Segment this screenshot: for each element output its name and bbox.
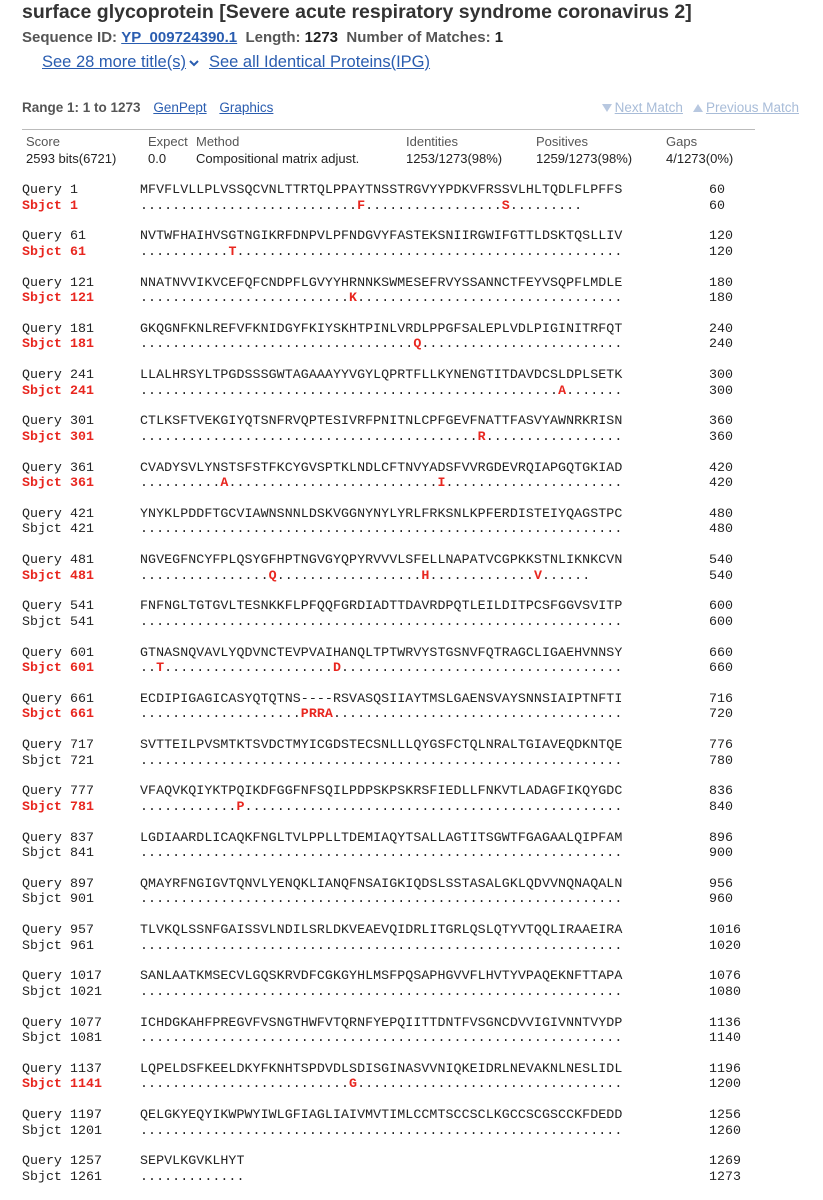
subject-label: Sbjct: [22, 428, 62, 444]
subject-sequence: ............................................................: [140, 891, 623, 907]
subject-row: [22, 1169, 741, 1185]
graphics-link[interactable]: Graphics: [219, 100, 274, 115]
query-start: 301: [70, 413, 94, 429]
alignment-block: [22, 598, 741, 644]
query-label: Query: [22, 1107, 62, 1122]
substitution-residue: F: [357, 197, 366, 213]
subject-sequence: ..........................................R.................: [140, 428, 623, 444]
subject-sequence: ............................................................: [140, 521, 623, 537]
subject-sequence: ............................................................: [140, 983, 623, 999]
subject-row: [22, 244, 741, 260]
substitution-residue: K: [349, 290, 358, 305]
genpept-link[interactable]: GenPept: [153, 100, 207, 115]
gaps-header: Gaps: [666, 134, 698, 149]
query-row: [22, 691, 741, 707]
subject-end: 300: [709, 382, 733, 398]
query-end: 120: [709, 228, 733, 244]
substitution-residue: PRRA: [300, 706, 333, 722]
query-start: 481: [70, 552, 94, 567]
method-header: Method: [196, 134, 240, 149]
subject-start: 1201: [70, 1122, 102, 1138]
query-row: [22, 876, 741, 892]
substitution-residue: R: [477, 428, 486, 444]
query-row: [22, 598, 741, 614]
alignment-block: [22, 737, 741, 783]
subject-sequence: ..........................G.................................: [140, 1076, 623, 1092]
subject-sequence: ............................................................: [140, 613, 623, 629]
alignment-block: [22, 783, 741, 829]
subject-sequence: ..........A..........................I......................: [140, 475, 623, 490]
subject-row: [22, 198, 741, 214]
subject-row: [22, 336, 741, 352]
subject-end: 780: [709, 752, 733, 768]
identities-header: Identities: [406, 134, 459, 149]
score-value: 2593 bits(6721): [26, 151, 117, 166]
query-start: 717: [70, 737, 94, 752]
alignment-block: [22, 321, 741, 367]
subject-start: 121: [70, 290, 94, 305]
query-label: Query: [22, 1060, 62, 1076]
query-start: 661: [70, 690, 94, 706]
query-row: [22, 1107, 741, 1123]
subject-end: 960: [709, 891, 733, 907]
query-row: [22, 1015, 741, 1031]
score-header: Score: [26, 134, 60, 149]
subject-label: Sbjct: [22, 983, 62, 999]
subject-end: 120: [709, 243, 733, 259]
subject-end: 180: [709, 290, 733, 305]
query-row: [22, 506, 741, 522]
query-end: 240: [709, 320, 733, 336]
query-end: 660: [709, 644, 733, 660]
query-end: 360: [709, 413, 733, 429]
query-end: 716: [709, 690, 733, 706]
query-label: Query: [22, 737, 62, 752]
subject-label: Sbjct: [22, 1076, 62, 1092]
subject-end: 720: [709, 706, 733, 722]
alignment-block: [22, 228, 741, 274]
query-sequence: LQPELDSFKEELDKYFKNHTSPDVDLSDISGINASVVNIQKEIDRLNEVAKNLNESLIDL: [140, 1060, 623, 1076]
alignment-block: [22, 182, 741, 228]
subject-end: 1200: [709, 1076, 741, 1092]
subject-sequence: ...........T................................................: [140, 243, 623, 259]
query-sequence: ECDIPIGAGICASYQTQTNS----RSVASQSIIAYTMSLGAENSVAYSNNSIAIPTNFTI: [140, 690, 623, 706]
length-label: Length:: [245, 29, 301, 46]
query-end: 1136: [709, 1014, 741, 1030]
length-value: 1273: [304, 29, 339, 46]
query-start: 601: [70, 644, 94, 660]
subject-row: [22, 1030, 741, 1046]
subject-sequence: ..................................Q.........................: [140, 336, 623, 352]
query-end: 776: [709, 737, 733, 752]
query-end: 956: [709, 875, 733, 891]
query-label: Query: [22, 1153, 62, 1169]
subject-row: [22, 706, 741, 722]
page-title: surface glycoprotein [Severe acute respiratory syndrome coronavirus 2]: [22, 1, 692, 23]
query-label: Query: [22, 598, 62, 614]
query-end: 1076: [709, 968, 741, 984]
query-sequence: GKQGNFKNLREFVFKNIDGYFKIYSKHTPINLVRDLPPGFSALEPLVDLPIGINITRFQT: [140, 320, 623, 336]
subject-label: Sbjct: [22, 290, 62, 305]
subject-end: 840: [709, 798, 733, 814]
substitution-residue: A: [220, 475, 229, 490]
previous-match-link[interactable]: Previous Match: [705, 100, 799, 115]
subject-label: Sbjct: [22, 660, 62, 675]
alignment-block: [22, 367, 741, 413]
query-row: [22, 645, 741, 661]
subject-start: 721: [70, 752, 94, 768]
alignment-block: [22, 506, 741, 552]
identities-value: 1253/1273(98%): [406, 151, 503, 166]
sequence-alignment: [22, 182, 741, 1200]
query-label: Query: [22, 320, 62, 336]
query-row: [22, 783, 741, 799]
query-sequence: ICHDGKAHFPREGVFVSNGTHWFVTQRNFYEPQIITTDNTFVSGNCDVVIGIVNNTVYDP: [140, 1014, 623, 1030]
subject-row: [22, 938, 741, 954]
subject-start: 181: [70, 336, 94, 352]
query-end: 1256: [709, 1107, 741, 1122]
identical-proteins-link[interactable]: See all Identical Proteins(IPG): [208, 53, 431, 71]
subject-start: 301: [70, 428, 94, 444]
subject-start: 541: [70, 613, 94, 629]
query-start: 121: [70, 274, 94, 290]
subject-label: Sbjct: [22, 336, 62, 352]
query-sequence: NVTWFHAIHVSGTNGIKRFDNPVLPFNDGVYFASTEKSNIIRGWIFGTTLDSKTQSLLIV: [140, 228, 623, 244]
subject-label: Sbjct: [22, 1122, 62, 1138]
subject-row: [22, 660, 741, 676]
match-navigation: [602, 100, 799, 115]
query-end: 180: [709, 274, 733, 290]
more-titles-link[interactable]: See 28 more title(s): [42, 53, 186, 71]
subject-start: 481: [70, 567, 94, 583]
subject-start: 601: [70, 660, 94, 675]
subject-sequence: ...........................F.................S.........: [140, 197, 583, 213]
subject-end: 1020: [709, 937, 741, 953]
subject-label: Sbjct: [22, 798, 62, 814]
query-row: [22, 413, 741, 429]
chevron-down-icon[interactable]: [189, 58, 199, 68]
sequence-id-label: Sequence ID:: [22, 29, 118, 46]
query-row: [22, 321, 741, 337]
alignment-block: [22, 552, 741, 598]
query-end: 480: [709, 505, 733, 521]
query-row: [22, 968, 741, 984]
query-sequence: SANLAATKMSECVLGQSKRVDFCGKGYHLMSFPQSAPHGVVFLHVTYVPAQEKNFTTAPA: [140, 968, 623, 984]
subject-end: 60: [709, 197, 725, 213]
query-row: [22, 830, 741, 846]
range-title: Range 1: 1 to 1273: [22, 100, 141, 115]
query-sequence: CVADYSVLYNSTSFSTFKCYGVSPTKLNDLCFTNVYADSFVVRGDEVRQIAPGQTGKIAD: [140, 459, 623, 475]
query-start: 541: [70, 598, 94, 614]
subject-end: 660: [709, 660, 733, 675]
query-label: Query: [22, 505, 62, 521]
query-row: [22, 737, 741, 753]
subject-end: 480: [709, 521, 733, 537]
sequence-info: [22, 29, 503, 46]
substitution-residue: Q: [268, 567, 277, 583]
subject-row: [22, 290, 741, 306]
query-label: Query: [22, 875, 62, 891]
subject-label: Sbjct: [22, 891, 62, 907]
query-label: Query: [22, 367, 62, 382]
substitution-residue: G: [349, 1076, 358, 1092]
query-label: Query: [22, 182, 62, 197]
query-label: Query: [22, 968, 62, 984]
query-sequence: GTNASNQVAVLYQDVNCTEVPVAIHANQLTPTWRVYSTGSNVFQTRAGCLIGAEHVNNSY: [140, 644, 623, 660]
subject-end: 420: [709, 475, 733, 490]
subject-row: [22, 891, 741, 907]
query-row: [22, 922, 741, 938]
query-row: [22, 228, 741, 244]
query-row: [22, 1153, 741, 1169]
query-start: 421: [70, 505, 94, 521]
subject-end: 1140: [709, 1030, 741, 1045]
query-start: 1257: [70, 1153, 102, 1169]
subject-row: [22, 475, 741, 491]
subject-label: Sbjct: [22, 475, 62, 490]
subject-end: 240: [709, 336, 733, 352]
subject-start: 61: [70, 243, 86, 259]
subject-sequence: ............................................................: [140, 845, 623, 860]
subject-end: 900: [709, 845, 733, 860]
subject-end: 360: [709, 428, 733, 444]
subject-row: [22, 845, 741, 861]
alignment-stats: [22, 129, 755, 166]
query-row: [22, 552, 741, 568]
query-end: 836: [709, 783, 733, 799]
query-sequence: QELGKYEQYIKWPWYIWLGFIAGLIAIVMVTIMLCCMTSCCSCLKGCCSCGSCCKFDEDD: [140, 1107, 623, 1122]
range-header: [22, 100, 799, 115]
subject-start: 1021: [70, 983, 102, 999]
alignment-block: [22, 876, 741, 922]
query-start: 61: [70, 228, 86, 244]
subject-start: 841: [70, 845, 94, 860]
subject-start: 421: [70, 521, 94, 537]
query-sequence: YNYKLPDDFTGCVIAWNSNNLDSKVGGNYNYLYRLFRKSNLKPFERDISTEIYQAGSTPC: [140, 505, 623, 521]
substitution-residue: D: [332, 660, 342, 675]
query-row: [22, 1061, 741, 1077]
query-start: 777: [70, 783, 94, 799]
subject-label: Sbjct: [22, 1168, 62, 1184]
query-sequence: FNFNGLTGTGVLTESNKKFLPFQQFGRDIADTTDAVRDPQTLEILDITPCSFGGVSVITP: [140, 598, 623, 614]
matches-value: 1: [494, 29, 504, 46]
query-start: 1197: [70, 1107, 102, 1122]
subject-row: [22, 1076, 741, 1092]
query-end: 1196: [709, 1060, 741, 1076]
subject-sequence: ............................................................: [140, 752, 623, 768]
alignment-block: [22, 460, 741, 506]
query-start: 241: [70, 367, 94, 382]
substitution-residue: H: [421, 567, 430, 583]
query-label: Query: [22, 644, 62, 660]
method-value: Compositional matrix adjust.: [196, 151, 360, 166]
query-start: 1077: [70, 1014, 102, 1030]
alignment-block: [22, 830, 741, 876]
up-arrow-icon: [693, 104, 703, 112]
query-end: 300: [709, 367, 733, 382]
subject-row: [22, 614, 741, 630]
positives-value: 1259/1273(98%): [536, 151, 633, 166]
subject-sequence: ....................................................A.......: [140, 382, 623, 398]
subject-sequence: ..T.....................D...................................: [140, 660, 623, 675]
matches-label: Number of Matches:: [346, 29, 491, 46]
query-end: 540: [709, 552, 733, 567]
subject-start: 241: [70, 382, 94, 398]
subject-label: Sbjct: [22, 521, 62, 537]
subject-row: [22, 799, 741, 815]
subject-row: [22, 383, 741, 399]
subject-row: [22, 753, 741, 769]
expect-value: 0.0: [148, 151, 167, 166]
query-label: Query: [22, 413, 62, 429]
substitution-residue: T: [156, 660, 165, 675]
subject-sequence: ..........................K.................................: [140, 290, 623, 305]
query-label: Query: [22, 228, 62, 244]
sequence-id-link[interactable]: YP_009724390.1: [121, 29, 238, 46]
subject-sequence: ............P...............................................: [140, 798, 623, 814]
subject-label: Sbjct: [22, 243, 62, 259]
subject-sequence: ............................................................: [140, 1030, 623, 1045]
query-end: 896: [709, 829, 733, 845]
query-sequence: TLVKQLSSNFGAISSVLNDILSRLDKVEAEVQIDRLITGRLQSLQTYVTQQLIRAAEIRA: [140, 922, 623, 937]
subject-label: Sbjct: [22, 567, 62, 583]
subject-start: 901: [70, 891, 94, 907]
query-label: Query: [22, 552, 62, 567]
query-end: 1016: [709, 922, 741, 937]
substitution-residue: V: [533, 567, 543, 583]
query-label: Query: [22, 459, 62, 475]
subject-row: [22, 1123, 741, 1139]
subject-end: 540: [709, 567, 733, 583]
alignment-block: [22, 645, 741, 691]
query-end: 60: [709, 182, 725, 197]
query-sequence: NGVEGFNCYFPLQSYGFHPTNGVGYQPYRVVVLSFELLNAPATVCGPKKSTNLIKNKCVN: [140, 552, 623, 567]
subject-sequence: ....................PRRA....................................: [140, 706, 623, 722]
subject-end: 1080: [709, 983, 741, 999]
query-label: Query: [22, 829, 62, 845]
alignment-block: [22, 922, 741, 968]
query-row: [22, 182, 741, 198]
alignment-block: [22, 691, 741, 737]
substitution-residue: P: [236, 798, 245, 814]
query-label: Query: [22, 274, 62, 290]
query-sequence: LGDIAARDLICAQKFNGLTVLPPLLTDEMIAQYTSALLAGTITSGWTFGAGAALQIPFAM: [140, 829, 623, 845]
alignment-block: [22, 1015, 741, 1061]
query-sequence: VFAQVKQIYKTPQIKDFGGFNFSQILPDPSKPSKRSFIEDLLFNKVTLADAGFIKQYGDC: [140, 783, 623, 799]
query-label: Query: [22, 690, 62, 706]
subject-row: [22, 984, 741, 1000]
query-sequence: SEPVLKGVKLHYT: [140, 1153, 245, 1169]
subject-start: 661: [70, 706, 94, 722]
query-start: 1137: [70, 1060, 102, 1076]
query-sequence: LLALHRSYLTPGDSSSGWTAGAAAYYVGYLQPRTFLLKYNENGTITDAVDCSLDPLSETK: [140, 367, 623, 382]
query-sequence: QMAYRFNGIGVTQNVLYENQKLIANQFNSAIGKIQDSLSSTASALGKLQDVVNQNAQALN: [140, 875, 623, 891]
query-end: 600: [709, 598, 733, 614]
query-end: 420: [709, 459, 733, 475]
alignment-block: [22, 1061, 741, 1107]
query-row: [22, 367, 741, 383]
subject-sequence: .............: [140, 1168, 245, 1184]
query-start: 361: [70, 459, 94, 475]
alignment-block: [22, 1153, 741, 1199]
substitution-residue: S: [501, 197, 510, 213]
alignment-block: [22, 413, 741, 459]
substitution-residue: A: [558, 382, 567, 398]
query-start: 957: [70, 922, 94, 937]
alignment-block: [22, 968, 741, 1014]
query-row: [22, 275, 741, 291]
query-row: [22, 460, 741, 476]
subject-end: 1273: [709, 1168, 741, 1184]
query-sequence: SVTTEILPVSMTKTSVDCTMYICGDSTECSNLLLQYGSFCTQLNRALTGIAVEQDKNTQE: [140, 737, 623, 752]
query-start: 181: [70, 320, 94, 336]
subject-row: [22, 429, 741, 445]
subject-start: 961: [70, 937, 94, 953]
down-arrow-icon: [602, 104, 612, 112]
query-start: 1017: [70, 968, 102, 984]
query-sequence: NNATNVVIKVCEFQFCNDPFLGVYYHRNNKSWMESEFRVYSSANNCTFEYVSQPFLMDLE: [140, 274, 623, 290]
expect-header: Expect: [148, 134, 188, 149]
subject-label: Sbjct: [22, 613, 62, 629]
subject-row: [22, 521, 741, 537]
subject-label: Sbjct: [22, 845, 62, 860]
subject-sequence: ................Q..................H.............V......: [140, 567, 591, 583]
subject-sequence: ............................................................: [140, 937, 623, 953]
substitution-residue: Q: [413, 336, 422, 352]
subject-label: Sbjct: [22, 706, 62, 722]
subject-label: Sbjct: [22, 1030, 62, 1045]
substitution-residue: I: [437, 475, 446, 490]
query-label: Query: [22, 922, 62, 937]
title-links: [42, 53, 430, 72]
alignment-block: [22, 275, 741, 321]
query-end: 1269: [709, 1153, 741, 1169]
subject-end: 600: [709, 613, 733, 629]
subject-label: Sbjct: [22, 382, 62, 398]
subject-row: [22, 568, 741, 584]
subject-label: Sbjct: [22, 752, 62, 768]
substitution-residue: T: [228, 243, 237, 259]
subject-start: 1261: [70, 1168, 102, 1184]
query-sequence: MFVFLVLLPLVSSQCVNLTTRTQLPPAYTNSSTRGVYYPDKVFRSSVLHLTQDLFLPFFS: [140, 182, 623, 197]
query-start: 897: [70, 875, 94, 891]
subject-sequence: ............................................................: [140, 1122, 623, 1138]
query-start: 837: [70, 829, 94, 845]
query-start: 1: [70, 182, 78, 197]
query-label: Query: [22, 783, 62, 799]
positives-header: Positives: [536, 134, 589, 149]
subject-start: 1: [70, 197, 78, 213]
subject-start: 361: [70, 475, 94, 490]
subject-end: 1260: [709, 1122, 741, 1138]
query-label: Query: [22, 1014, 62, 1030]
query-sequence: CTLKSFTVEKGIYQTSNFRVQPTESIVRFPNITNLCPFGEVFNATTFASVYAWNRKRISN: [140, 413, 623, 429]
subject-label: Sbjct: [22, 937, 62, 953]
subject-start: 1141: [70, 1076, 102, 1092]
subject-start: 781: [70, 798, 94, 814]
alignment-block: [22, 1107, 741, 1153]
subject-label: Sbjct: [22, 197, 62, 213]
next-match-link[interactable]: Next Match: [614, 100, 683, 115]
gaps-value: 4/1273(0%): [666, 151, 734, 166]
subject-start: 1081: [70, 1030, 102, 1045]
